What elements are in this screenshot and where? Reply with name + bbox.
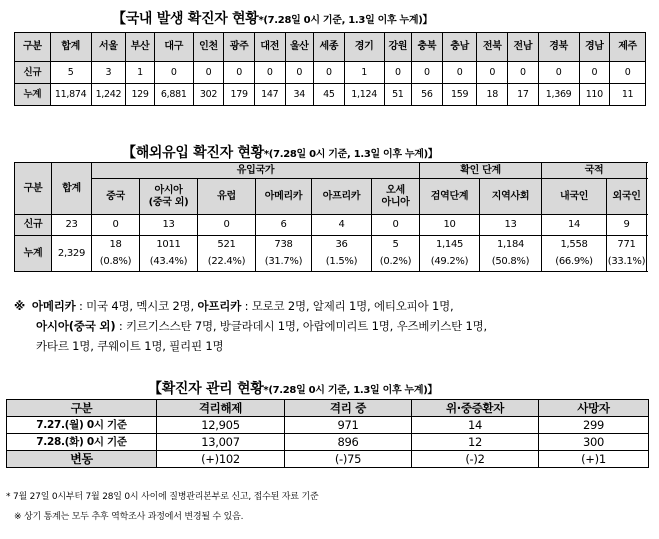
notes-asia-text-2: 카타르 1명, 쿠웨이트 1명, 필리핀 1명 — [36, 339, 224, 353]
management-header: 사망자 — [539, 400, 649, 417]
country-notes — [14, 296, 654, 356]
overseas-pct: (43.4%) — [140, 254, 198, 272]
overseas-cell: 1,145 — [420, 236, 480, 254]
management-row-label: 변동 — [7, 451, 157, 468]
domestic-cell: 1 — [344, 62, 384, 84]
domestic-header: 충남 — [442, 33, 477, 62]
management-table — [6, 399, 649, 468]
domestic-cell: 302 — [193, 84, 224, 106]
overseas-header-total: 합계 — [52, 163, 92, 215]
notes-americas-label: 아메리카 — [31, 299, 76, 313]
management-header: 구분 — [7, 400, 157, 417]
management-title-sub: *(7.28일 0시 기준, 1.3일 이후 누계)】 — [263, 385, 438, 396]
domestic-new-row — [15, 62, 646, 84]
domestic-cum-row — [15, 84, 646, 106]
domestic-cell: 0 — [314, 62, 345, 84]
domestic-cell: 0 — [538, 62, 579, 84]
management-cell: 300 — [539, 434, 649, 451]
overseas-cell: 1011 — [140, 236, 198, 254]
domestic-header: 울산 — [285, 33, 314, 62]
overseas-header-country: 유입국가 — [92, 163, 420, 179]
management-cell: 14 — [412, 417, 539, 434]
overseas-subheader: 중국 — [92, 179, 140, 215]
domestic-header: 전북 — [477, 33, 508, 62]
management-header-row — [7, 400, 649, 417]
management-row — [7, 451, 649, 468]
domestic-cell: 6,881 — [154, 84, 193, 106]
overseas-cum-label: 누계 — [15, 236, 52, 272]
domestic-cell: 누계 — [15, 84, 51, 106]
notes-africa-text: : 모로코 2명, 알제리 1명, 에티오피아 1명, — [241, 299, 454, 313]
domestic-header-row — [15, 33, 646, 62]
overseas-cell: 13 — [480, 215, 542, 236]
overseas-pct: (0.2%) — [372, 254, 420, 272]
domestic-header: 경기 — [344, 33, 384, 62]
management-row-label: 7.27.(월) 0시 기준 — [7, 417, 157, 434]
management-header: 위·중증환자 — [412, 400, 539, 417]
management-cell: 299 — [539, 417, 649, 434]
overseas-new-row — [15, 215, 647, 236]
overseas-pct-row — [15, 254, 647, 272]
overseas-cell: 771 — [607, 236, 647, 254]
domestic-cell: 110 — [579, 84, 610, 106]
overseas-title — [122, 142, 438, 162]
notes-asia-label: 아시아(중국 외) — [36, 319, 116, 333]
domestic-header: 대구 — [154, 33, 193, 62]
domestic-header: 강원 — [384, 33, 412, 62]
footnote-2: ※ 상기 통계는 모두 추후 역학조사 과정에서 변경될 수 있음. — [14, 512, 244, 522]
domestic-cell: 0 — [610, 62, 646, 84]
overseas-cell: 1,558 — [542, 236, 607, 254]
domestic-cell: 0 — [154, 62, 193, 84]
domestic-cell: 45 — [314, 84, 345, 106]
domestic-cell: 0 — [477, 62, 508, 84]
notes-asia-text: : 키르기스스탄 7명, 방글라데시 1명, 아랍에미리트 1명, 우즈베키스탄 1명, — [115, 319, 487, 333]
management-cell: (+)1 — [539, 451, 649, 468]
overseas-pct: (22.4%) — [198, 254, 256, 272]
domestic-cell: 11 — [610, 84, 646, 106]
domestic-cell: 51 — [384, 84, 412, 106]
domestic-header: 부산 — [126, 33, 155, 62]
domestic-header: 대전 — [254, 33, 285, 62]
domestic-header: 인천 — [193, 33, 224, 62]
domestic-cell: 179 — [224, 84, 255, 106]
overseas-cell: 36 — [312, 236, 372, 254]
domestic-cell: 0 — [224, 62, 255, 84]
overseas-subheader: 오세 아니아 — [372, 179, 420, 215]
overseas-header-row-1 — [15, 163, 647, 179]
domestic-header: 세종 — [314, 33, 345, 62]
overseas-subheader: 지역사회 — [480, 179, 542, 215]
overseas-subheader: 검역단계 — [420, 179, 480, 215]
overseas-subheader: 내국인 — [542, 179, 607, 215]
overseas-cell: 14 — [542, 215, 607, 236]
overseas-cum-row — [15, 236, 647, 254]
management-cell: (-)2 — [412, 451, 539, 468]
domestic-cell: 신규 — [15, 62, 51, 84]
overseas-subheader: 아시아 (중국 외) — [140, 179, 198, 215]
domestic-header: 제주 — [610, 33, 646, 62]
domestic-header: 경남 — [579, 33, 610, 62]
overseas-table — [14, 162, 647, 272]
notes-line-3 — [14, 336, 654, 356]
management-title — [148, 378, 437, 398]
domestic-header: 전남 — [508, 33, 539, 62]
overseas-subheader: 아메리카 — [256, 179, 312, 215]
management-cell: 12 — [412, 434, 539, 451]
domestic-cell: 129 — [126, 84, 155, 106]
overseas-cell: 0 — [372, 215, 420, 236]
management-cell: 896 — [285, 434, 412, 451]
domestic-cell: 0 — [254, 62, 285, 84]
domestic-cell: 1 — [126, 62, 155, 84]
domestic-cell: 56 — [412, 84, 443, 106]
management-header: 격리 중 — [285, 400, 412, 417]
domestic-title-text: 【국내 발생 확진자 현황 — [112, 11, 259, 27]
domestic-header: 충북 — [412, 33, 443, 62]
management-cell: (+)102 — [157, 451, 285, 468]
overseas-title-text: 【해외유입 확진자 현황 — [122, 145, 264, 161]
overseas-cell: 0 — [92, 215, 140, 236]
domestic-header: 합계 — [50, 33, 91, 62]
domestic-cell: 147 — [254, 84, 285, 106]
domestic-cell: 34 — [285, 84, 314, 106]
domestic-cell: 18 — [477, 84, 508, 106]
overseas-cell: 1,184 — [480, 236, 542, 254]
overseas-header-gubun: 구분 — [15, 163, 52, 215]
domestic-cell: 0 — [193, 62, 224, 84]
overseas-new-total: 23 — [52, 215, 92, 236]
overseas-pct: (33.1%) — [607, 254, 647, 272]
management-title-text: 【확진자 관리 현황 — [148, 381, 264, 397]
overseas-pct: (0.8%) — [92, 254, 140, 272]
domestic-title-sub: *(7.28일 0시 기준, 1.3일 이후 누계)】 — [258, 15, 433, 26]
overseas-pct: (66.9%) — [542, 254, 607, 272]
notes-line-2 — [14, 316, 654, 336]
overseas-pct: (50.8%) — [480, 254, 542, 272]
domestic-cell: 1,242 — [91, 84, 126, 106]
management-cell: 13,007 — [157, 434, 285, 451]
overseas-pct: (31.7%) — [256, 254, 312, 272]
notes-line-1 — [14, 296, 654, 316]
domestic-cell: 11,874 — [50, 84, 91, 106]
overseas-header-confirm: 확인 단계 — [420, 163, 542, 179]
domestic-header: 광주 — [224, 33, 255, 62]
overseas-cell: 5 — [372, 236, 420, 254]
overseas-subheader: 아프리카 — [312, 179, 372, 215]
domestic-title — [112, 8, 432, 28]
management-cell: 971 — [285, 417, 412, 434]
overseas-cell: 0 — [198, 215, 256, 236]
overseas-cum-total: 2,329 — [52, 236, 92, 272]
footnote-1: * 7월 27일 0시부터 7월 28일 0시 사이에 질병관리본부로 신고, 접수된 자료 기준 — [6, 492, 319, 502]
overseas-cell: 6 — [256, 215, 312, 236]
domestic-cell: 17 — [508, 84, 539, 106]
domestic-cell: 0 — [412, 62, 443, 84]
overseas-cell: 18 — [92, 236, 140, 254]
overseas-cell: 521 — [198, 236, 256, 254]
domestic-cell: 1,369 — [538, 84, 579, 106]
management-row-label: 7.28.(화) 0시 기준 — [7, 434, 157, 451]
notes-africa-label: 아프리카 — [197, 299, 242, 313]
overseas-header-row-2 — [15, 179, 647, 215]
overseas-cell: 9 — [607, 215, 647, 236]
overseas-pct: (1.5%) — [312, 254, 372, 272]
domestic-cell: 159 — [442, 84, 477, 106]
domestic-header: 서울 — [91, 33, 126, 62]
overseas-cell: 4 — [312, 215, 372, 236]
overseas-header-nation: 국적 — [542, 163, 647, 179]
overseas-cell: 738 — [256, 236, 312, 254]
management-row — [7, 417, 649, 434]
overseas-new-label: 신규 — [15, 215, 52, 236]
domestic-cell: 1,124 — [344, 84, 384, 106]
notes-americas-text: : 미국 4명, 멕시코 2명, — [75, 299, 195, 313]
management-cell: (-)75 — [285, 451, 412, 468]
overseas-title-sub: *(7.28일 0시 기준, 1.3일 이후 누계)】 — [263, 149, 438, 160]
overseas-subheader: 유럽 — [198, 179, 256, 215]
domestic-cell: 0 — [579, 62, 610, 84]
overseas-pct: (49.2%) — [420, 254, 480, 272]
domestic-cell: 3 — [91, 62, 126, 84]
domestic-cell: 5 — [50, 62, 91, 84]
domestic-header: 경북 — [538, 33, 579, 62]
overseas-cell: 10 — [420, 215, 480, 236]
domestic-cell: 0 — [442, 62, 477, 84]
domestic-table — [14, 32, 646, 106]
domestic-cell: 0 — [285, 62, 314, 84]
management-row — [7, 434, 649, 451]
overseas-cell: 13 — [140, 215, 198, 236]
management-cell: 12,905 — [157, 417, 285, 434]
domestic-cell: 0 — [384, 62, 412, 84]
overseas-subheader: 외국인 — [607, 179, 647, 215]
notes-mark: ※ — [14, 299, 25, 313]
domestic-cell: 0 — [508, 62, 539, 84]
management-header: 격리해제 — [157, 400, 285, 417]
domestic-header: 구분 — [15, 33, 51, 62]
